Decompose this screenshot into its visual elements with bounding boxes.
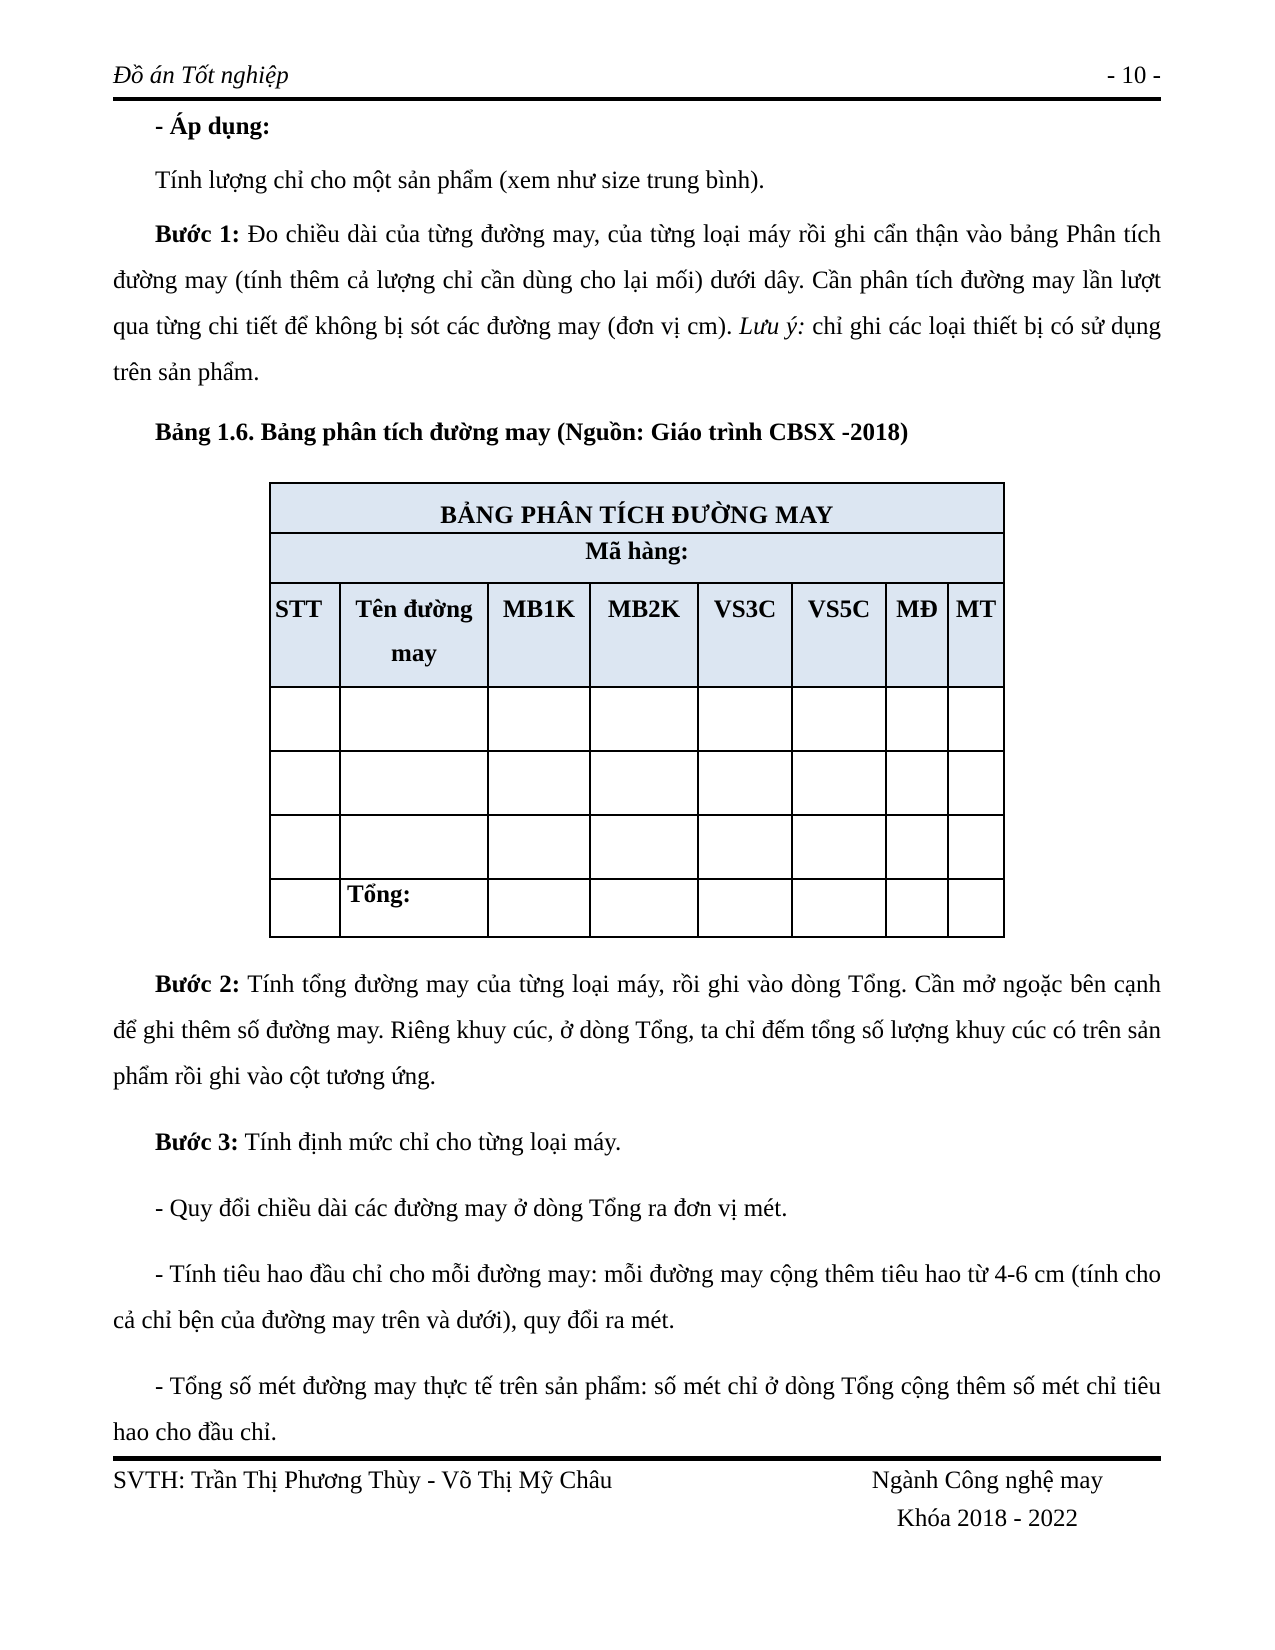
spacer [113,204,1161,212]
table-cell[interactable] [270,815,340,879]
spacer [113,150,1161,158]
total-cell-md[interactable] [886,879,948,937]
footer-author: SVTH: Trần Thị Phương Thùy - Võ Thị Mỹ Châu [113,1467,613,1494]
step2-text: Tính tổng đường may của từng loại máy, rồi ghi vào dòng Tổng. Cần mở ngoặc bên cạnh để ghi thêm số đường may. Riêng khuy cúc, ở dòng Tổng, ta chỉ đếm tổng số lượng khuy cúc có trên sản phẩm rồi ghi vào cột tương ứng. [113,971,1161,1090]
table-cell[interactable] [270,751,340,815]
apply-heading-text: - Áp dụng: [155,113,271,140]
page-footer [113,1462,1161,1538]
table-cell[interactable] [948,815,1004,879]
table-cell[interactable] [488,751,590,815]
step1-text-b: chỉ ghi các loại thiết bị có sử dụng trên sản phẩm. [113,313,1161,386]
footer-divider [113,1456,1161,1461]
bullet-item: - Tính tiêu hao đầu chỉ cho mỗi đường may: mỗi đường may cộng thêm tiêu hao từ 4-6 cm (tính cho cả chỉ bện của đường may trên và dưới), quy đổi ra mét. [113,1261,1161,1334]
table-cell[interactable] [698,687,792,751]
table-cell[interactable] [948,687,1004,751]
footer-program-line2: Khóa 2018 - 2022 [896,1505,1078,1532]
column-header-vs3c: VS3C [698,583,792,687]
table-cell[interactable] [698,815,792,879]
total-cell-stt[interactable] [270,879,340,937]
table-row [270,751,1004,815]
step2-label: Bước 2: [155,971,241,998]
bullet-item: - Tổng số mét đường may thực tế trên sản phẩm: số mét chỉ ở dòng Tổng cộng thêm số mét chỉ tiêu hao cho đầu chỉ. [113,1373,1161,1446]
table-cell[interactable] [340,751,488,815]
footer-program-line1: Ngành Công nghệ may [871,1467,1103,1494]
page-header [113,62,1161,90]
column-header-vs5c: VS5C [792,583,886,687]
table-cell[interactable] [886,687,948,751]
step3-label: Bước 3: [155,1129,239,1156]
table-cell[interactable] [488,815,590,879]
table-cell[interactable] [698,751,792,815]
spacer [113,396,1161,410]
total-cell-vs5c[interactable] [792,879,886,937]
column-header-md: MĐ [886,583,948,687]
spacer [113,1232,1161,1252]
table-cell[interactable] [886,815,948,879]
table-cell[interactable] [590,687,698,751]
table-title: BẢNG PHÂN TÍCH ĐƯỜNG MAY [270,483,1004,533]
table-cell[interactable] [792,687,886,751]
total-cell-mb2k[interactable] [590,879,698,937]
total-label: Tổng: [340,879,488,937]
table-total-row [270,879,1004,937]
seam-analysis-table [269,482,1005,938]
header-title: Đồ án Tốt nghiệp [113,62,289,89]
table-title-row [270,483,1004,533]
step3-paragraph [113,1120,1161,1166]
table-container [113,482,1161,938]
total-cell-mb1k[interactable] [488,879,590,937]
total-cell-vs3c[interactable] [698,879,792,937]
table-row [270,815,1004,879]
table-cell[interactable] [792,751,886,815]
table-cell[interactable] [270,687,340,751]
step1-note-label: Lưu ý: [739,313,806,340]
table-subtitle-row [270,533,1004,583]
table-cell[interactable] [886,751,948,815]
table-cell[interactable] [340,687,488,751]
spacer [113,938,1161,962]
table-cell[interactable] [590,751,698,815]
spacer [113,1166,1161,1186]
apply-heading [113,104,1161,150]
step1-label: Bước 1: [155,221,240,248]
table-header-row [270,583,1004,687]
header-page-number: - 10 - [1106,62,1161,89]
table-subtitle: Mã hàng: [270,533,1004,583]
footer-program [872,1462,1103,1538]
step1-paragraph [113,212,1161,396]
header-divider [113,97,1161,101]
spacer [113,1344,1161,1364]
document-body [113,104,1161,1456]
table-cell[interactable] [948,751,1004,815]
intro-paragraph: Tính lượng chỉ cho một sản phẩm (xem như size trung bình). [155,167,765,194]
table-caption: Bảng 1.6. Bảng phân tích đường may (Nguồn: Giáo trình CBSX -2018) [155,419,909,446]
table-cell[interactable] [590,815,698,879]
bullet-item: - Quy đổi chiều dài các đường may ở dòng Tổng ra đơn vị mét. [155,1195,788,1222]
table-cell[interactable] [340,815,488,879]
table-row [270,687,1004,751]
step2-paragraph [113,962,1161,1100]
column-header-ten-duong-may: Tên đường may [340,583,488,687]
column-header-mb2k: MB2K [590,583,698,687]
table-cell[interactable] [792,815,886,879]
step1-text-a: Đo chiều dài của từng đường may, của từng loại máy rồi ghi cẩn thận vào bảng Phân tích đường may (tính thêm cả lượng chỉ cần dùng cho lại mối) dưới dây. Cần phân tích đường may lần lượt qua từng chi tiết để không bị sót các đường may (đơn vị cm). [113,221,1161,340]
column-header-mt: MT [948,583,1004,687]
step3-text: Tính định mức chỉ cho từng loại máy. [238,1129,622,1156]
column-header-mb1k: MB1K [488,583,590,687]
total-cell-mt[interactable] [948,879,1004,937]
column-header-stt: STT [270,583,340,687]
table-cell[interactable] [488,687,590,751]
spacer [113,1100,1161,1120]
